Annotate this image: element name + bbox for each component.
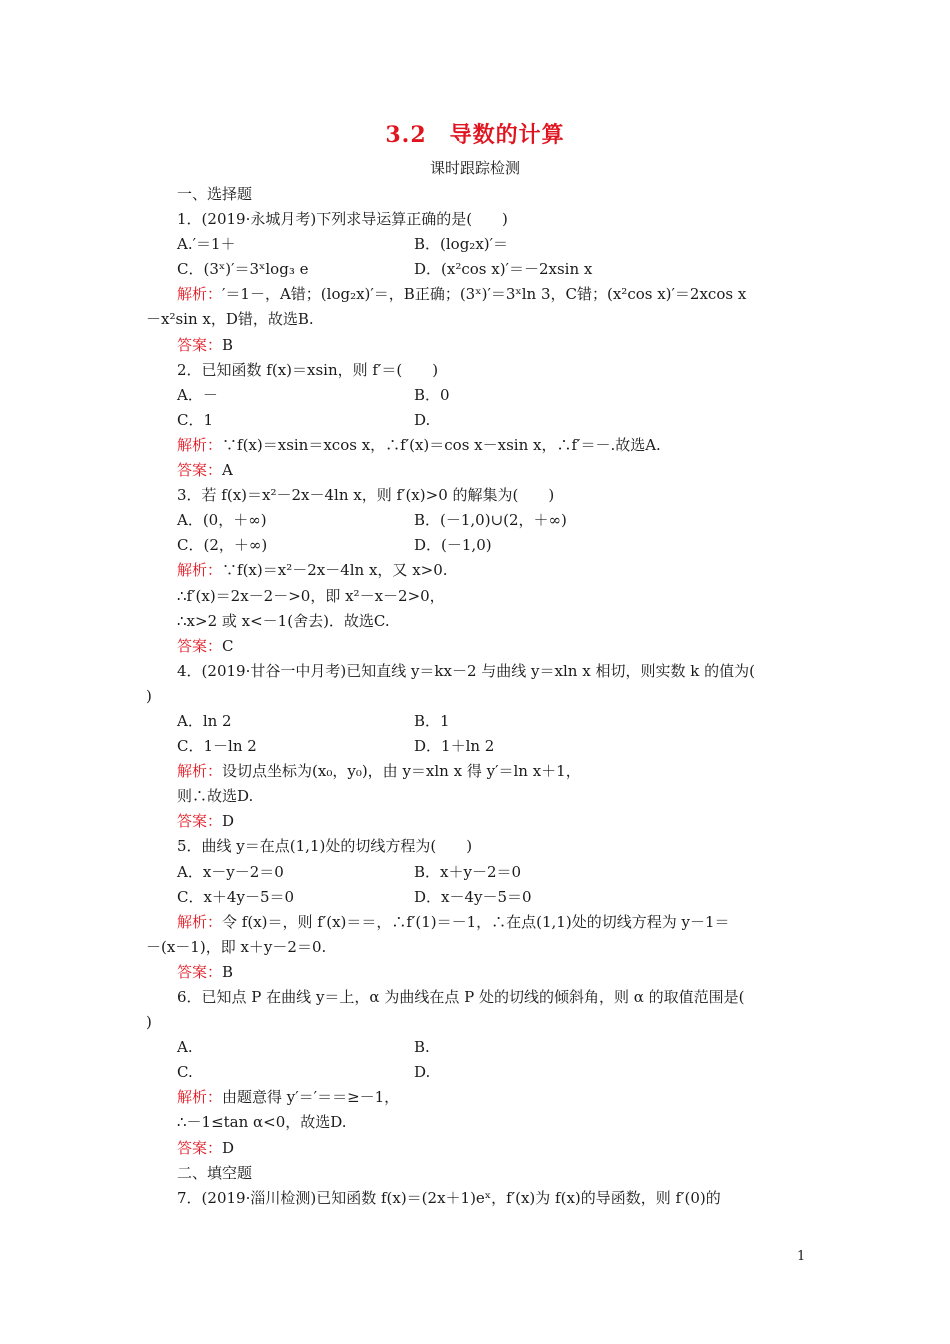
question-5-analysis-cont: －(x－1)，即 x＋y－2＝0. [146,937,327,956]
page-number: 1 [797,1249,806,1264]
question-4-option-d: D．1＋ln 2 [414,737,495,756]
question-3-options-ab [146,508,811,533]
question-2-option-c: C．1 [177,410,214,429]
analysis-text: ′＝1－，A错；(log₂x)′＝，B正确；(3ˣ)′＝3ˣln 3，C错；(x²cos x)′＝2xcos x [222,285,747,304]
question-6-answer [146,1136,811,1161]
analysis-label: 解析： [177,762,223,781]
question-1-option-d: D．(x²cos x)′＝－2xsin x [414,260,593,279]
question-2-analysis [146,433,811,458]
question-1-options-cd [146,257,811,282]
question-2-options-cd [146,408,811,433]
question-1-option-a: A.′＝1＋ [177,235,236,254]
question-3-analysis-line2: ∴f′(x)＝2x－2－>0，即 x²－x－2>0， [177,586,445,605]
question-1-analysis [146,282,811,307]
question-6-option-c: C. [177,1063,193,1082]
answer-value: C [222,636,234,655]
question-6-analysis [146,1085,811,1110]
section-heading-choice: 一、选择题 [177,185,253,203]
question-2-option-b: B．0 [414,385,450,404]
analysis-text: ∵f(x)＝x²－2x－4ln x，又 x>0. [222,561,448,580]
answer-label: 答案： [177,1138,223,1157]
question-3-analysis-line3: ∴x>2 或 x<－1(舍去)．故选C. [177,611,390,630]
analysis-text: ∵f(x)＝xsin＝xcos x，∴f′(x)＝cos x－xsin x，∴f′＝－.故选A. [222,435,661,454]
analysis-label: 解析： [177,435,223,454]
question-1-answer [146,333,811,358]
question-6-analysis-line2: ∴－1≤tan α<0，故选D. [177,1113,347,1132]
answer-value: A [222,461,233,480]
answer-value: B [222,335,234,354]
question-3-stem: 3．若 f(x)＝x²－2x－4ln x，则 f′(x)>0 的解集为( ) [177,486,555,505]
analysis-label: 解析： [177,912,223,931]
question-2-answer [146,458,811,483]
question-4-option-a: A．ln 2 [177,711,232,730]
question-1-analysis-cont: －x²sin x，D错，故选B. [146,310,314,329]
question-4-analysis-line2: 则∴故选D. [177,787,254,806]
question-5-options-cd [146,885,811,910]
question-4-stem: 4．(2019·甘谷一中月考)已知直线 y＝kx－2 与曲线 y＝xln x 相切，则实数 k 的值为( [177,661,755,680]
question-6-options-cd [146,1060,811,1085]
analysis-text: 由题意得 y′＝′＝＝≥－1， [222,1088,400,1107]
page-subtitle: 课时跟踪检测 [429,159,520,177]
question-4-analysis [146,759,811,784]
answer-label: 答案： [177,335,223,354]
document-body [146,182,811,1211]
question-2-option-a: A．－ [177,385,218,404]
question-6-stem: 6．已知点 P 在曲线 y＝上，α 为曲线在点 P 处的切线的倾斜角，则 α 的取值范围是( [177,988,745,1006]
question-1-option-b: B．(log₂x)′＝ [414,235,509,254]
question-5-stem: 5．曲线 y＝在点(1,1)处的切线方程为( ) [177,837,473,856]
question-6-stem-cont: ) [146,1013,152,1032]
analysis-text: 令 f(x)＝，则 f′(x)＝＝，∴f′(1)＝－1，∴在点(1,1)处的切线方程为 y－1＝ [222,912,730,931]
question-4-stem-cont: ) [146,686,152,705]
answer-label: 答案： [177,461,223,480]
question-4-option-c: C．1－ln 2 [177,737,257,756]
analysis-text: 设切点坐标为(x₀，y₀)，由 y＝xln x 得 y′＝ln x＋1， [222,762,581,781]
question-2-option-d: D. [414,410,431,429]
question-3-options-cd [146,533,811,558]
answer-label: 答案： [177,962,223,981]
answer-value: D [222,812,235,831]
question-3-analysis [146,558,811,583]
analysis-label: 解析： [177,561,223,580]
question-6-options-ab [146,1035,811,1060]
question-4-option-b: B．1 [414,711,450,730]
question-7-stem: 7．(2019·淄川检测)已知函数 f(x)＝(2x＋1)eˣ，f′(x)为 f(x)的导函数，则 f′(0)的 [177,1188,721,1207]
question-5-analysis [146,910,811,935]
question-5-option-d: D．x－4y－5＝0 [414,887,532,906]
question-4-options-cd [146,734,811,759]
answer-value: D [222,1138,235,1157]
question-2-stem: 2．已知函数 f(x)＝xsin，则 f′＝( ) [177,360,439,379]
question-4-answer [146,809,811,834]
question-5-option-b: B．x＋y－2＝0 [414,862,522,881]
analysis-label: 解析： [177,285,223,304]
question-5-options-ab [146,860,811,885]
analysis-label: 解析： [177,1088,223,1107]
section-heading-fill: 二、填空题 [177,1163,253,1182]
question-3-option-a: A．(0，＋∞) [177,511,267,530]
question-3-option-c: C．(2，＋∞) [177,536,268,555]
question-3-option-d: D．(－1,0) [414,536,492,555]
question-1-option-c: C．(3ˣ)′＝3ˣlog₃ e [177,260,309,279]
question-1-options-ab [146,232,811,257]
question-4-options-ab [146,709,811,734]
answer-label: 答案： [177,636,223,655]
question-6-option-a: A. [177,1038,193,1057]
question-6-option-b: B. [414,1038,430,1057]
question-5-answer [146,960,811,985]
question-6-option-d: D. [414,1063,431,1082]
question-5-option-c: C．x＋4y－5＝0 [177,887,295,906]
question-3-answer [146,634,811,659]
question-3-option-b: B．(－1,0)∪(2，＋∞) [414,511,567,530]
question-1-stem: 1．(2019·永城月考)下列求导运算正确的是( ) [177,210,508,229]
page-title: 3.2 导数的计算 [385,122,565,148]
answer-value: B [222,962,234,981]
question-2-options-ab [146,383,811,408]
answer-label: 答案： [177,812,223,831]
question-5-option-a: A．x－y－2＝0 [177,862,284,881]
